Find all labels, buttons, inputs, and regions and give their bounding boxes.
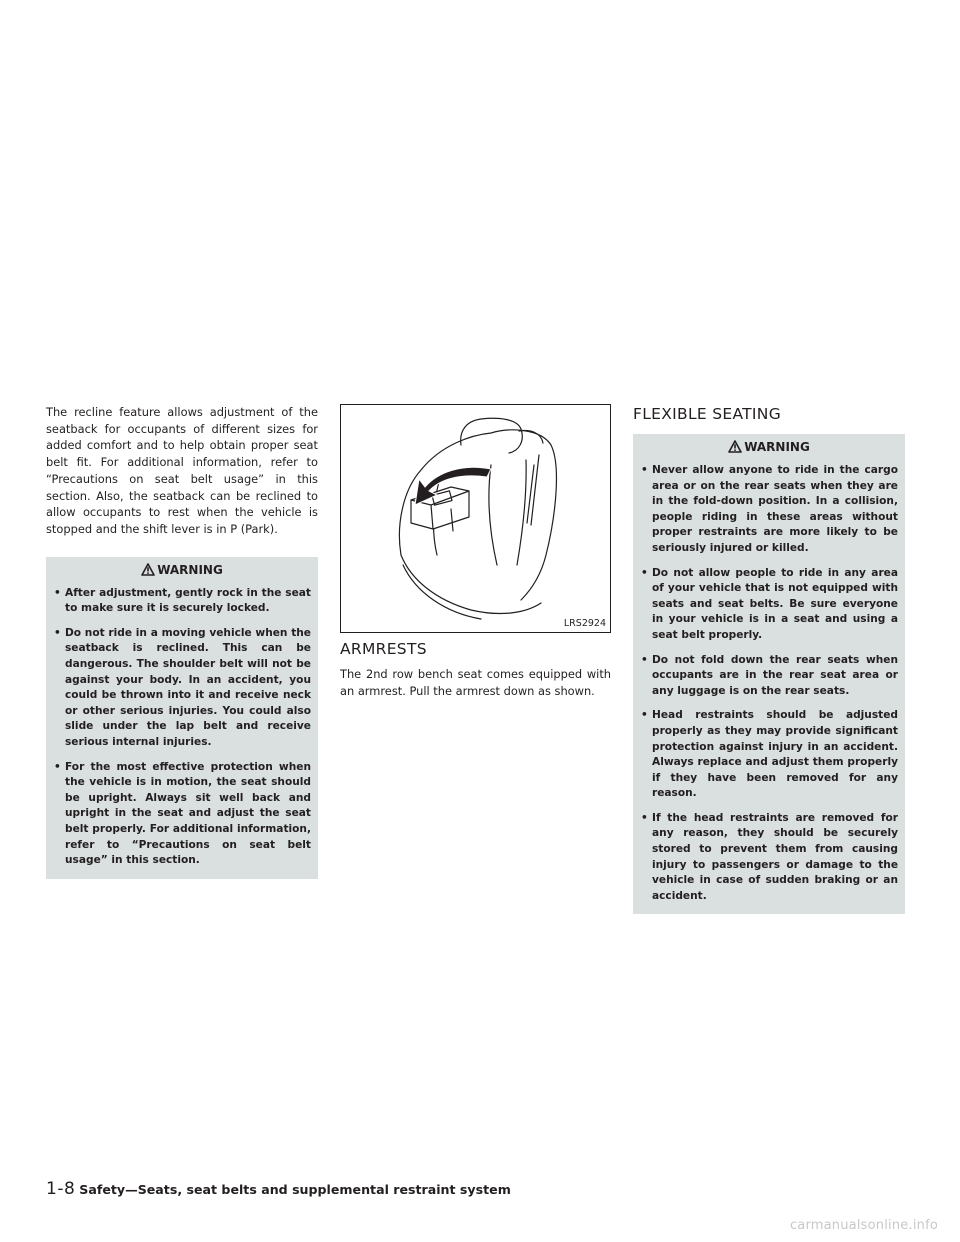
figure-code-label: LRS2924 [563,618,606,629]
armrest-figure [340,404,611,633]
warning-triangle-icon [141,563,155,576]
warning-item: • Do not allow people to ride in any area of your vehicle that is not equipped with seats and seat belts. Be sure everyone in your vehicle is in a seat and using a seat belt properly. [640,566,898,644]
warning-box-flexible-seating [633,434,905,914]
rear-seat-armrest-illustration [341,405,610,632]
warning-item: • If the head restraints are removed for any reason, they should be securely stored to prevent them from causing injury to passengers or damage to the vehicle in case of sudden braking or an accident. [640,811,898,905]
warning-list [640,463,898,904]
column-middle [340,404,611,699]
armrests-text: The 2nd row bench seat comes equipped with an armrest. Pull the armrest down as shown. [340,667,611,698]
warning-title: WARNING [640,434,898,463]
flexible-seating-heading: FLEXIBLE SEATING [633,405,782,423]
warning-item: • After adjustment, gently rock in the seat to make sure it is securely locked. [53,586,311,617]
warning-title: WARNING [53,557,311,586]
warning-item: • Do not fold down the rear seats when occupants are in the rear seat area or any luggage is on the rear seats. [640,653,898,700]
recline-intro-text: The recline feature allows adjustment of the seatback for occupants of different sizes for added comfort and to help obtain proper seat belt fit. For additional information, refer to “Precautions on seat belt usage” in this section. Also, the seatback can be reclined to allow occupants to rest when the vehicle is stopped and the shift lever is in P (Park). [46,405,318,536]
warning-box-recline [46,557,318,879]
warning-item: • Head restraints should be adjusted properly as they may provide significant protection against injury in an accident. Always replace and adjust them properly if they have been removed for any reason. [640,708,898,802]
page-footer [46,1179,511,1199]
warning-triangle-icon [728,440,742,453]
warning-item: • Do not ride in a moving vehicle when the seatback is reclined. This can be dangerous. The shoulder belt will not be against your body. In an accident, you could be thrown into it and receive neck or other serious injuries. You could also slide under the lap belt and receive serious internal injuries. [53,626,311,751]
warning-item: • Never allow anyone to ride in the cargo area or on the rear seats when they are in the fold-down position. In a collision, people riding in these areas without proper restraints are more likely to be seriously injured or killed. [640,463,898,557]
watermark-text: carmanualsonline.info [789,1218,938,1233]
warning-list [53,586,311,869]
armrests-heading: ARMRESTS [340,640,427,658]
column-right [633,404,905,914]
column-left [46,404,318,879]
warning-item: • For the most effective protection when the vehicle is in motion, the seat should be upright. Always sit well back and upright in the seat and adjust the seat belt properly. For additional information, refer to “Precautions on seat belt usage” in this section. [53,760,311,869]
footer-section-title: Safety—Seats, seat belts and supplemental restraint system [79,1182,511,1197]
page-number: 1-8 [46,1179,76,1199]
